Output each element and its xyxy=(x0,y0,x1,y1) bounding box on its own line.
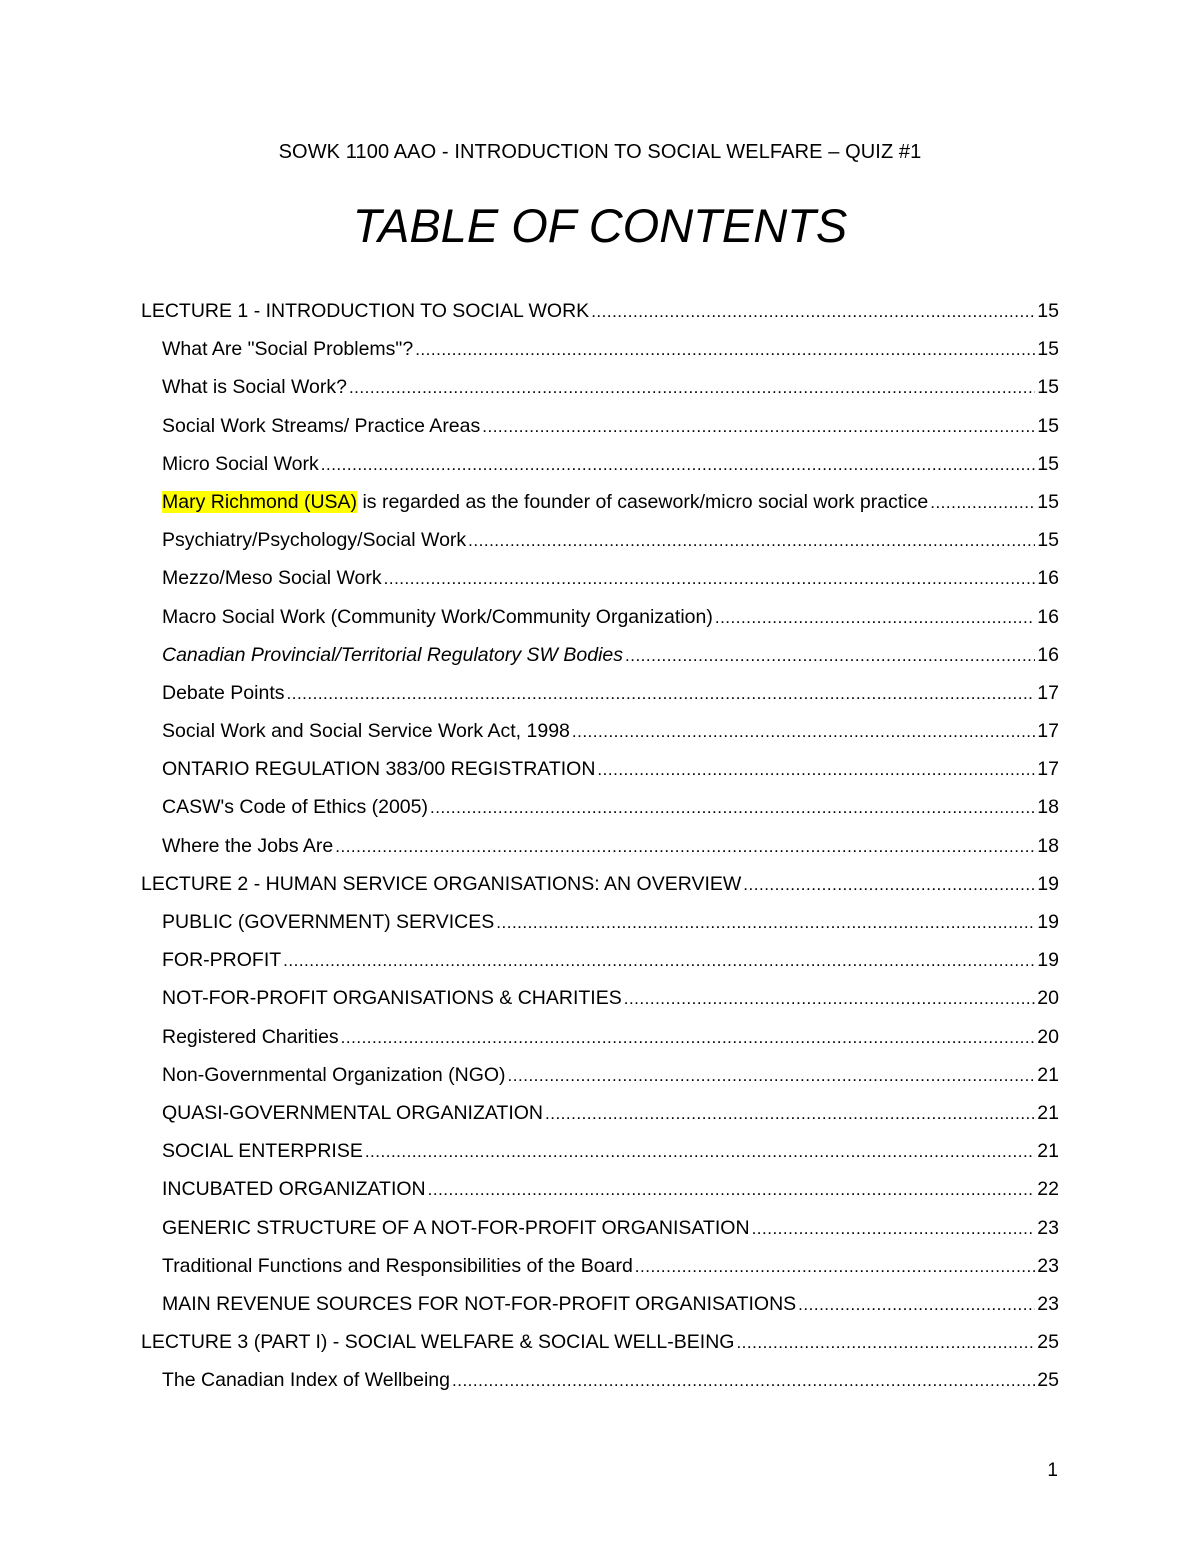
dot-leader xyxy=(349,368,1035,406)
toc-entry-section[interactable] xyxy=(141,788,1059,826)
toc-entry-section[interactable] xyxy=(141,1056,1059,1094)
toc-entry-title: NOT-FOR-PROFIT ORGANISATIONS & CHARITIES xyxy=(162,987,622,1010)
course-header: SOWK 1100 AAO - INTRODUCTION TO SOCIAL WELFARE – QUIZ #1 xyxy=(278,141,922,163)
dot-leader xyxy=(287,674,1036,712)
dot-leader xyxy=(384,559,1036,597)
toc-entry-title: Macro Social Work (Community Work/Community Organization) xyxy=(162,605,713,628)
toc-entry-title: Psychiatry/Psychology/Social Work xyxy=(162,529,467,552)
dot-leader xyxy=(415,330,1035,368)
toc-page-number: 15 xyxy=(1037,376,1059,399)
toc-page-number: 17 xyxy=(1037,681,1059,704)
dot-leader xyxy=(508,1056,1036,1094)
toc-entry-title: Mezzo/Meso Social Work xyxy=(162,567,382,590)
dot-leader xyxy=(428,1170,1036,1208)
toc-entry-section[interactable] xyxy=(141,445,1059,483)
toc-page-number: 15 xyxy=(1037,529,1059,552)
toc-entry-title: INCUBATED ORGANIZATION xyxy=(162,1178,426,1201)
toc-page-number: 17 xyxy=(1037,758,1059,781)
toc-entry-section[interactable] xyxy=(141,521,1059,559)
toc-page-number: 23 xyxy=(1037,1216,1059,1239)
toc-entry-title: LECTURE 1 - INTRODUCTION TO SOCIAL WORK xyxy=(141,300,590,322)
dot-leader xyxy=(798,1285,1035,1323)
toc-entry-title: LECTURE 2 - HUMAN SERVICE ORGANISATIONS: AN OVERVIEW xyxy=(141,872,742,895)
dot-leader xyxy=(597,750,1035,788)
dot-leader xyxy=(624,979,1036,1017)
dot-leader xyxy=(752,1209,1036,1247)
toc-page-number: 21 xyxy=(1037,1063,1059,1086)
page-title: TABLE OF CONTENTS xyxy=(352,199,848,252)
toc-entry-title: Debate Points xyxy=(162,681,285,704)
toc-entry-title: What is Social Work? xyxy=(162,376,347,399)
toc-entry-title: SOCIAL ENTERPRISE xyxy=(162,1140,363,1163)
toc-entry-section[interactable] xyxy=(141,559,1059,597)
toc-entry-section[interactable] xyxy=(141,483,1059,521)
dot-leader xyxy=(335,827,1035,865)
toc-entry-section[interactable] xyxy=(141,1170,1059,1208)
toc-entry-section[interactable] xyxy=(141,1247,1059,1285)
toc-page-number: 18 xyxy=(1037,834,1059,857)
toc-entry-section[interactable] xyxy=(141,598,1059,636)
toc-entry-title: ONTARIO REGULATION 383/00 REGISTRATION xyxy=(162,758,596,781)
toc-entry-section[interactable] xyxy=(141,712,1059,750)
toc-entry-title: Traditional Functions and Responsibilities of the Board xyxy=(162,1254,633,1277)
dot-leader xyxy=(930,483,1035,521)
toc-page-number: 21 xyxy=(1037,1101,1059,1124)
toc-entry-section[interactable] xyxy=(141,1132,1059,1170)
toc-entry-section[interactable] xyxy=(141,636,1059,674)
dot-leader xyxy=(625,636,1035,674)
toc-entry-section[interactable] xyxy=(141,941,1059,979)
dot-leader xyxy=(430,788,1035,826)
toc-entry-title: Micro Social Work xyxy=(162,452,319,475)
toc-page-number: 17 xyxy=(1037,720,1059,743)
toc-entry-title: LECTURE 3 (PART I) - SOCIAL WELFARE & SOCIAL WELL-BEING xyxy=(141,1331,735,1354)
dot-leader xyxy=(452,1361,1035,1399)
toc-entry-title xyxy=(162,483,928,521)
toc-entry-title: Social Work and Social Service Work Act, 1998 xyxy=(162,720,570,743)
toc-page-number: 18 xyxy=(1037,796,1059,819)
dot-leader xyxy=(743,865,1035,903)
dot-leader xyxy=(482,407,1035,445)
page-number: 1 xyxy=(1047,1460,1058,1481)
toc-entry-title: Where the Jobs Are xyxy=(162,834,334,857)
toc-page-number: 15 xyxy=(1037,300,1059,322)
highlighted-text: Mary Richmond (USA) xyxy=(162,490,358,513)
toc-entry-title: FOR-PROFIT xyxy=(162,949,282,972)
toc-entry-section[interactable] xyxy=(141,1094,1059,1132)
dot-leader xyxy=(283,941,1035,979)
toc-page-number: 19 xyxy=(1037,872,1059,895)
toc-entry-section[interactable] xyxy=(141,1361,1059,1399)
dot-leader xyxy=(468,521,1035,559)
toc-entry-title: Canadian Provincial/Territorial Regulatory SW Bodies xyxy=(162,643,623,666)
toc-entry-section[interactable] xyxy=(141,750,1059,788)
toc-page-number: 15 xyxy=(1037,452,1059,475)
toc-entry-section[interactable] xyxy=(141,979,1059,1017)
toc-page-number: 16 xyxy=(1037,605,1059,628)
toc-entry-lecture[interactable] xyxy=(141,865,1059,903)
toc-entry-title-rest: is regarded as the founder of casework/micro social work practice xyxy=(357,490,929,513)
toc-page-number: 15 xyxy=(1037,338,1059,361)
toc-page-number: 21 xyxy=(1037,1140,1059,1163)
dot-leader xyxy=(715,598,1035,636)
toc-page-number: 19 xyxy=(1037,911,1059,933)
toc-entry-section[interactable] xyxy=(141,368,1059,406)
dot-leader xyxy=(572,712,1035,750)
dot-leader xyxy=(635,1247,1036,1285)
toc-entry-section[interactable] xyxy=(141,903,1059,941)
toc-entry-title: The Canadian Index of Wellbeing xyxy=(162,1369,450,1392)
toc-page-number: 22 xyxy=(1037,1178,1059,1201)
toc-page-number: 25 xyxy=(1037,1331,1059,1354)
toc-entry-lecture[interactable] xyxy=(141,1323,1059,1361)
toc-entry-section[interactable] xyxy=(141,330,1059,368)
toc-entry-title: QUASI-GOVERNMENTAL ORGANIZATION xyxy=(162,1101,544,1124)
table-of-contents xyxy=(141,292,1059,1399)
toc-page-number: 20 xyxy=(1037,1025,1059,1048)
toc-entry-section[interactable] xyxy=(141,827,1059,865)
dot-leader xyxy=(545,1094,1035,1132)
toc-entry-title: Registered Charities xyxy=(162,1025,339,1048)
toc-page-number: 15 xyxy=(1037,414,1059,437)
toc-entry-title: Non-Governmental Organization (NGO) xyxy=(162,1063,506,1086)
dot-leader xyxy=(591,292,1035,330)
dot-leader xyxy=(341,1018,1036,1056)
dot-leader xyxy=(496,903,1035,941)
toc-page-number: 19 xyxy=(1037,949,1059,972)
toc-page-number: 16 xyxy=(1037,643,1059,666)
toc-entry-title: GENERIC STRUCTURE OF A NOT-FOR-PROFIT ORGANISATION xyxy=(162,1216,750,1239)
toc-entry-section[interactable] xyxy=(141,407,1059,445)
dot-leader xyxy=(736,1323,1035,1361)
toc-entry-title: What Are "Social Problems"? xyxy=(162,338,414,361)
toc-page-number: 25 xyxy=(1037,1369,1059,1392)
toc-entry-title: MAIN REVENUE SOURCES FOR NOT-FOR-PROFIT ORGANISATIONS xyxy=(162,1292,797,1315)
dot-leader xyxy=(321,445,1036,483)
toc-entry-title: PUBLIC (GOVERNMENT) SERVICES xyxy=(162,911,495,933)
toc-entry-section[interactable] xyxy=(141,1209,1059,1247)
toc-entry-section[interactable] xyxy=(141,1018,1059,1056)
toc-page-number: 15 xyxy=(1037,490,1059,513)
toc-page-number: 23 xyxy=(1037,1292,1059,1315)
toc-entry-title: Social Work Streams/ Practice Areas xyxy=(162,414,481,437)
toc-entry-section[interactable] xyxy=(141,674,1059,712)
toc-entry-section[interactable] xyxy=(141,1285,1059,1323)
toc-entry-title: CASW's Code of Ethics (2005) xyxy=(162,796,428,819)
toc-page-number: 16 xyxy=(1037,567,1059,590)
dot-leader xyxy=(365,1132,1035,1170)
toc-entry-lecture[interactable] xyxy=(141,292,1059,330)
toc-page-number: 23 xyxy=(1037,1254,1059,1277)
toc-page-number: 20 xyxy=(1037,987,1059,1010)
